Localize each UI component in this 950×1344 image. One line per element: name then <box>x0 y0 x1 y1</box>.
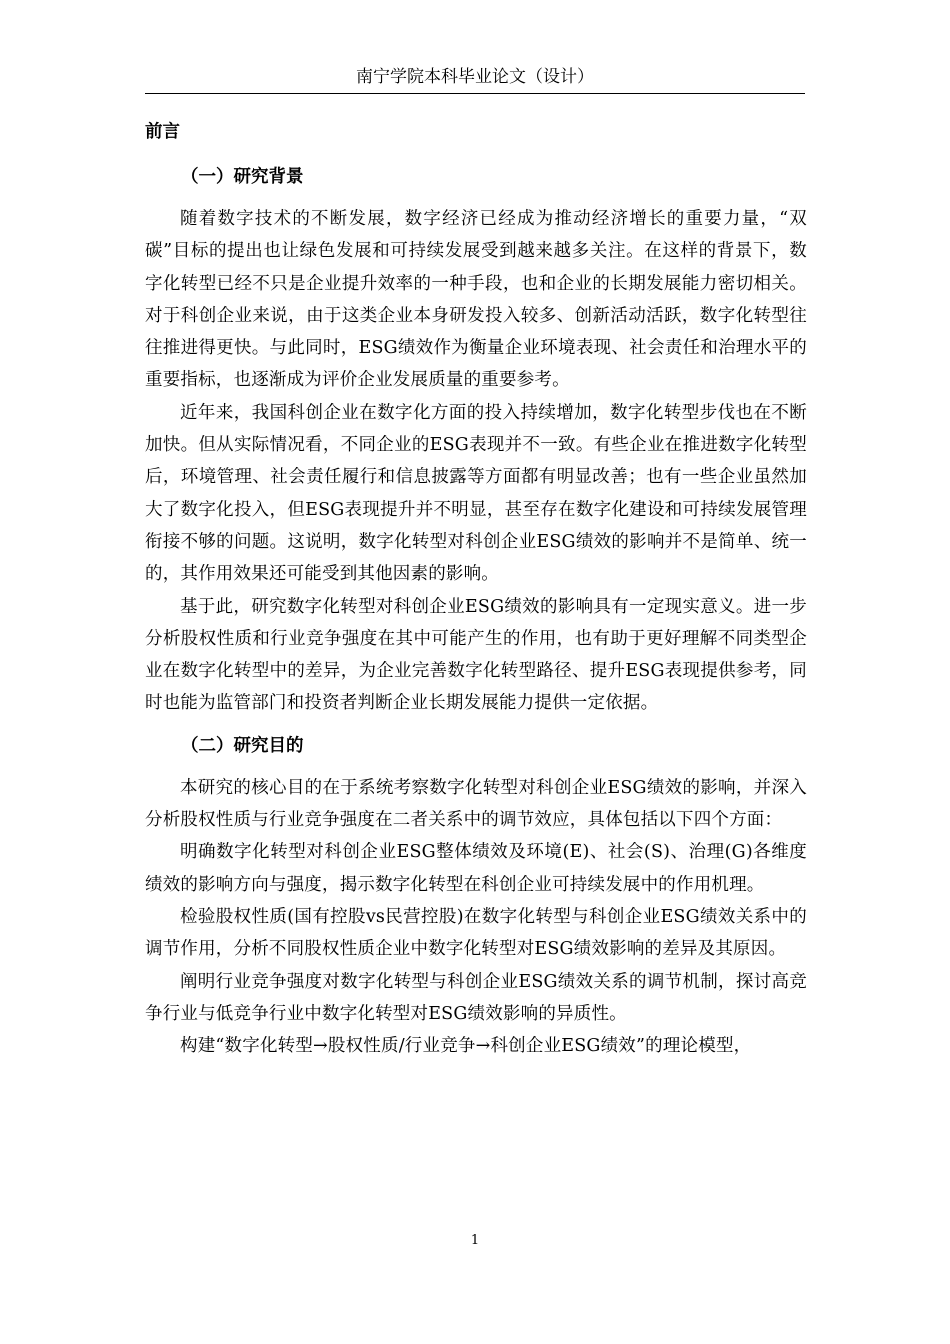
paragraph: 明确数字化转型对科创企业ESG整体绩效及环境(E)、社会(S)、治理(G)各维度绩效的影响方向与强度，揭示数字化转型在科创企业可持续发展中的作用机理。 <box>145 842 807 895</box>
running-header: 南宁学院本科毕业论文（设计） <box>145 64 805 94</box>
paragraph: 构建“数字化转型→股权性质/行业竞争→科创企业ESG绩效”的理论模型， <box>180 1036 752 1057</box>
body-content <box>145 116 807 1062</box>
background-heading: （一）研究背景 <box>181 167 304 187</box>
paragraph: 本研究的核心目的在于系统考察数字化转型对科创企业ESG绩效的影响，并深入分析股权性质与行业竞争强度在二者关系中的调节效应，具体包括以下四个方面： <box>145 777 807 831</box>
preface-heading: 前言 <box>145 122 180 142</box>
page-number: 1 <box>470 1233 480 1248</box>
paragraph: 基于此，研究数字化转型对科创企业ESG绩效的影响具有一定现实意义。进一步分析股权性质和行业竞争强度在其中可能产生的作用，也有助于更好理解不同类型企业在数字化转型中的差异，为企业完善数字化转型路径、提升ESG表现提供参考，同时也能为监管部门和投资者判断企业长期发展能力提供一定依据。 <box>145 596 807 714</box>
purpose-heading: （二）研究目的 <box>181 735 304 756</box>
paragraph: 随着数字技术的不断发展，数字经济已经成为推动经济增长的重要力量，“双碳”目标的提出也让绿色发展和可持续发展受到越来越多关注。在这样的背景下，数字化转型已经不只是企业提升效率的一种手段，也和企业的长期发展能力密切相关。对于科创企业来说，由于这类企业本身研发投入较多、创新活动活跃，数字化转型往往推进得更快。与此同时，ESG绩效作为衡量企业环境表现、社会责任和治理水平的重要指标，也逐渐成为评价企业发展质量的重要参考。 <box>145 209 807 391</box>
paragraph: 近年来，我国科创企业在数字化方面的投入持续增加，数字化转型步伐也在不断加快。但从实际情况看，不同企业的ESG表现并不一致。有些企业在推进数字化转型后，环境管理、社会责任履行和信息披露等方面都有明显改善；也有一些企业虽然加大了数字化投入，但ESG表现提升并不明显，甚至存在数字化建设和可持续发展管理衔接不够的问题。这说明，数字化转型对科创企业ESG绩效的影响并不是简单、统一的，其作用效果还可能受到其他因素的影响。 <box>145 402 807 585</box>
paragraph: 检验股权性质(国有控股vs民营控股)在数字化转型与科创企业ESG绩效关系中的调节作用，分析不同股权性质企业中数字化转型对ESG绩效影响的差异及其原因。 <box>145 906 807 960</box>
paragraph: 阐明行业竞争强度对数字化转型与科创企业ESG绩效关系的调节机制，探讨高竞争行业与低竞争行业中数字化转型对ESG绩效影响的异质性。 <box>145 971 807 1024</box>
